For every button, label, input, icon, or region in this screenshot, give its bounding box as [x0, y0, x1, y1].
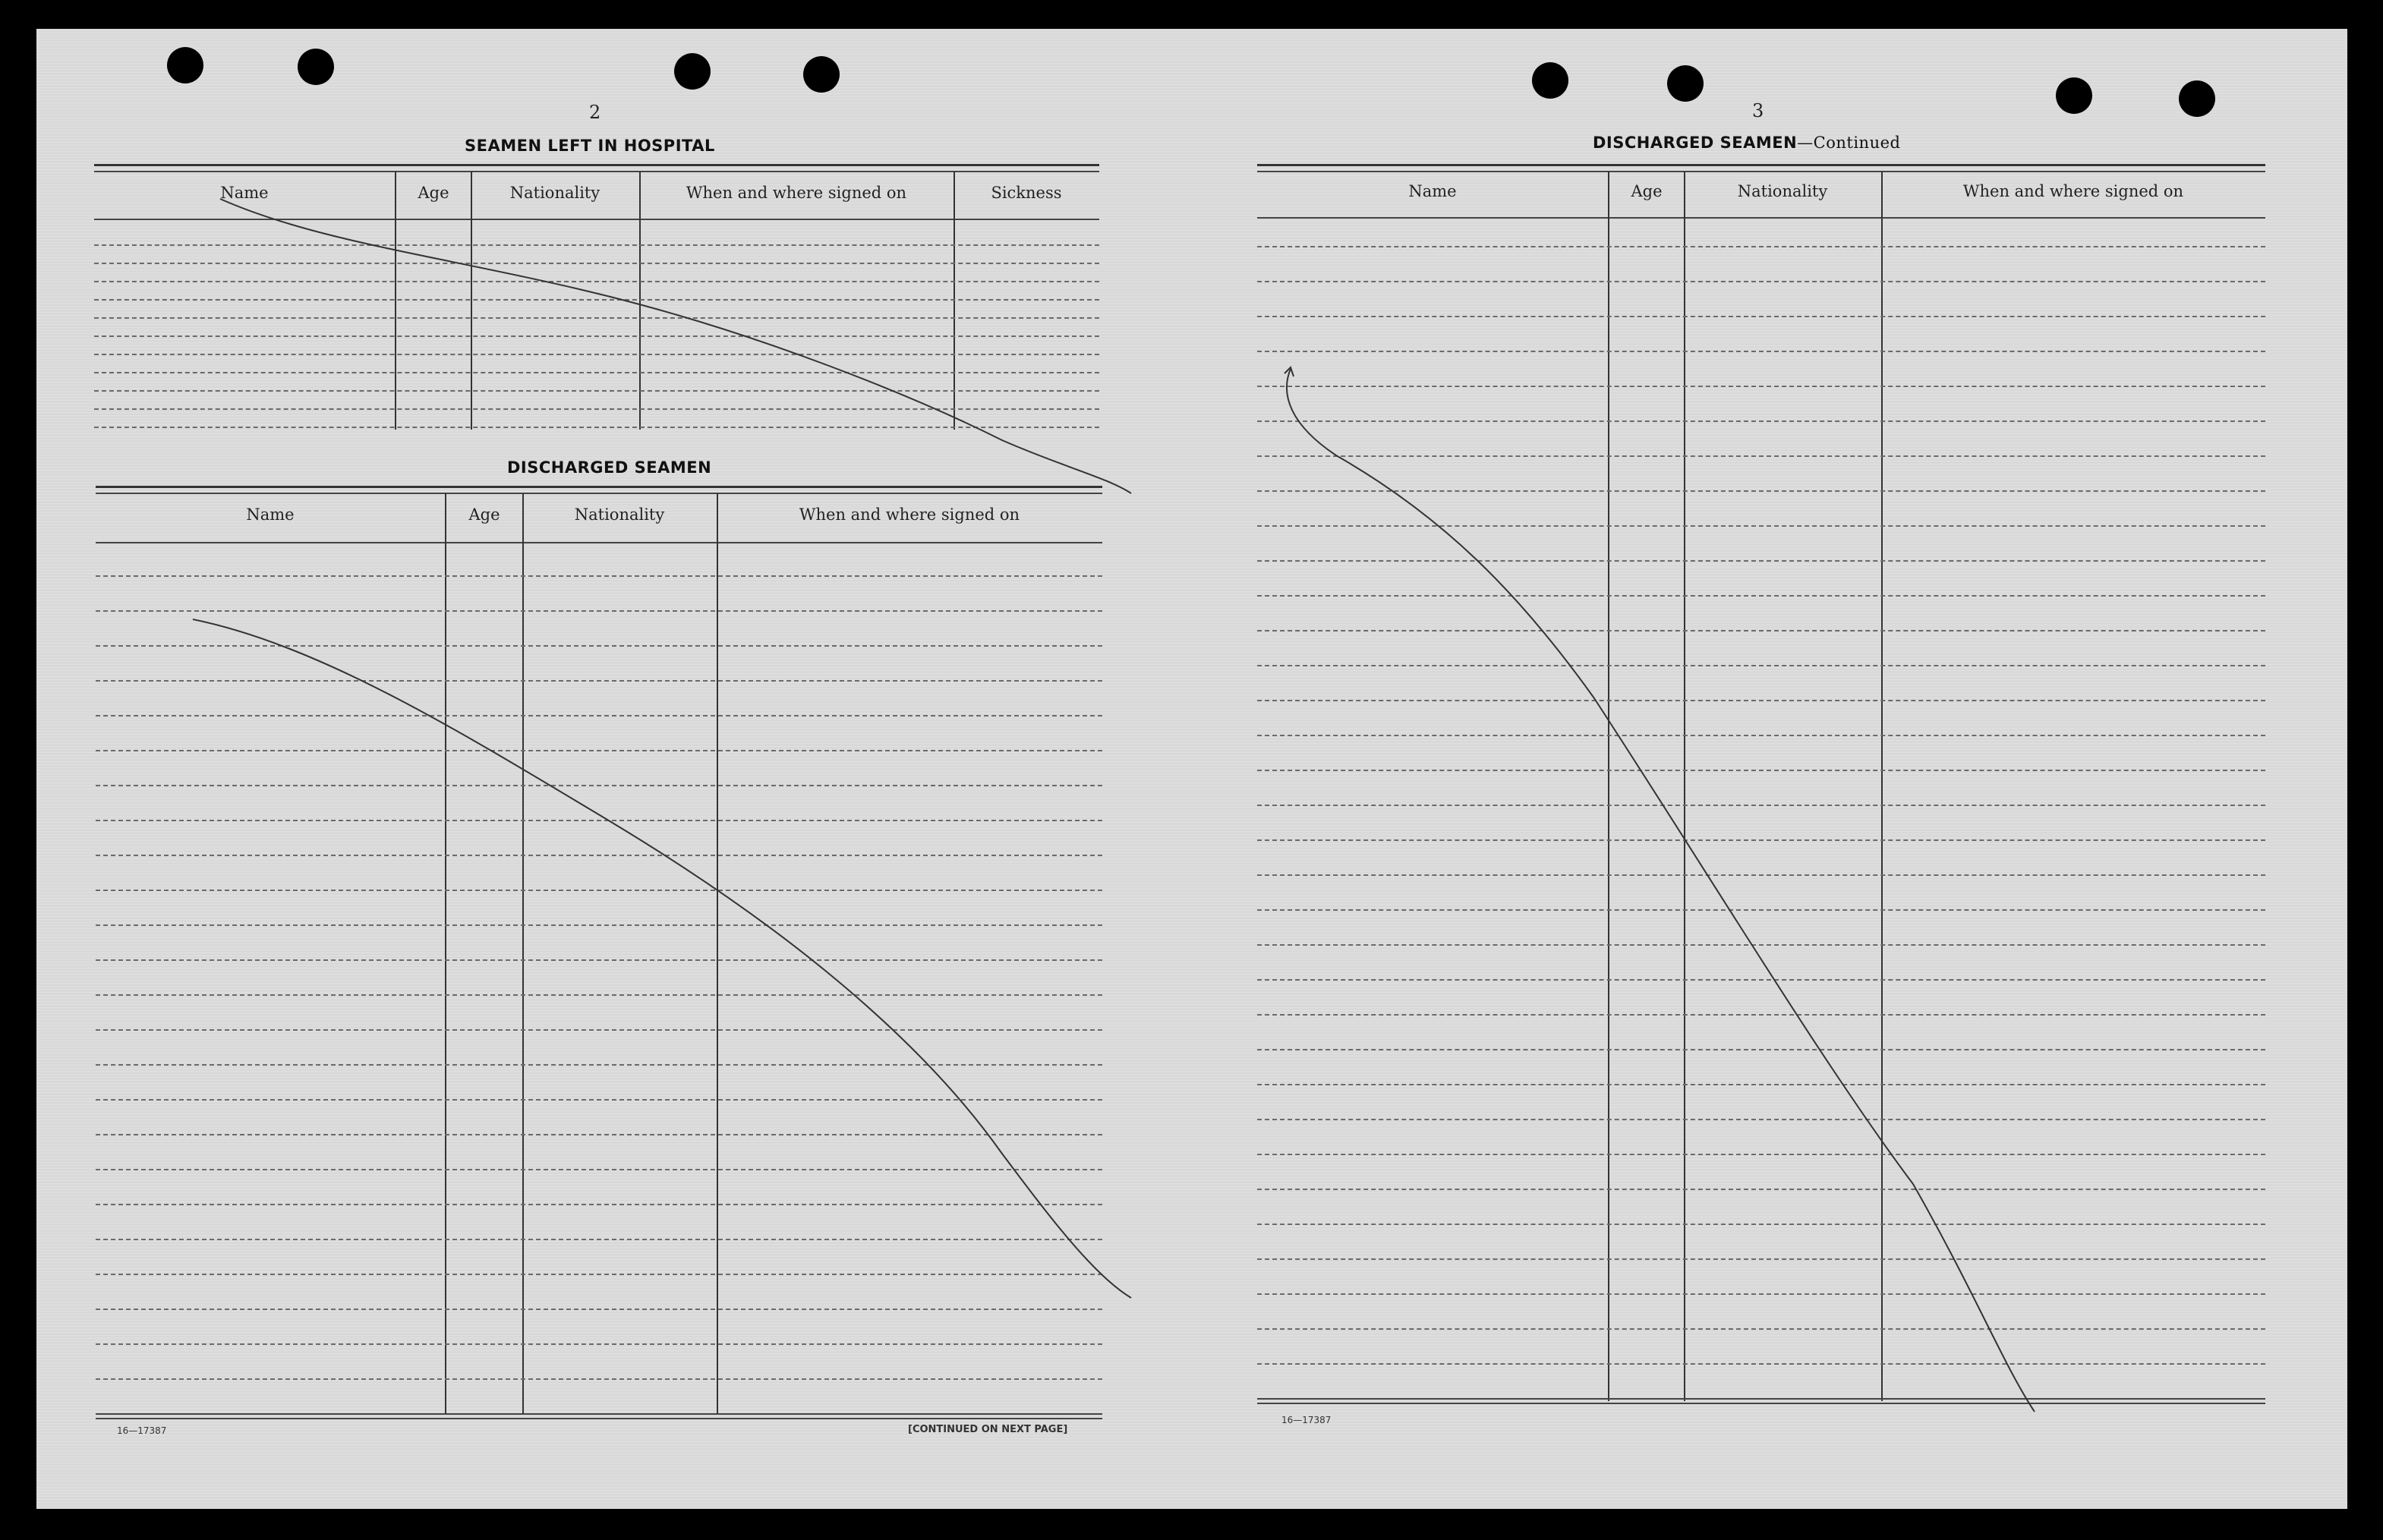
hospital-section-title: SEAMEN LEFT IN HOSPITAL [465, 137, 715, 155]
discharged-section-title: DISCHARGED SEAMEN [507, 458, 712, 477]
page-number-left: 2 [589, 102, 601, 123]
strike-line-discharged-left [193, 619, 1131, 1298]
col-head-age: Age [1631, 182, 1663, 200]
col-head-nationality: Nationality [1737, 182, 1828, 200]
col-head-name: Name [246, 505, 295, 524]
discharged-continued-title-suffix: —Continued [1797, 134, 1901, 152]
col-head-nationality: Nationality [509, 184, 600, 202]
col-head-signed-on: When and where signed on [799, 505, 1020, 524]
discharged-continued-title-main: DISCHARGED SEAMEN [1593, 134, 1798, 152]
page-number-right: 3 [1752, 100, 1764, 121]
continued-note: [CONTINUED ON NEXT PAGE] [908, 1424, 1068, 1435]
col-head-nationality: Nationality [574, 505, 665, 524]
col-head-name: Name [220, 184, 269, 202]
col-head-signed-on: When and where signed on [1962, 182, 2184, 200]
form-code-right: 16—17387 [1281, 1415, 1332, 1425]
col-head-age: Age [468, 505, 500, 524]
strike-line-discharged-right [1287, 369, 2035, 1412]
col-head-signed-on: When and where signed on [686, 184, 907, 202]
col-head-name: Name [1408, 182, 1457, 200]
form-code-left: 16—17387 [117, 1425, 167, 1436]
col-head-sickness: Sickness [991, 184, 1062, 202]
strike-line-hospital [220, 199, 1131, 493]
col-head-age: Age [418, 184, 449, 202]
